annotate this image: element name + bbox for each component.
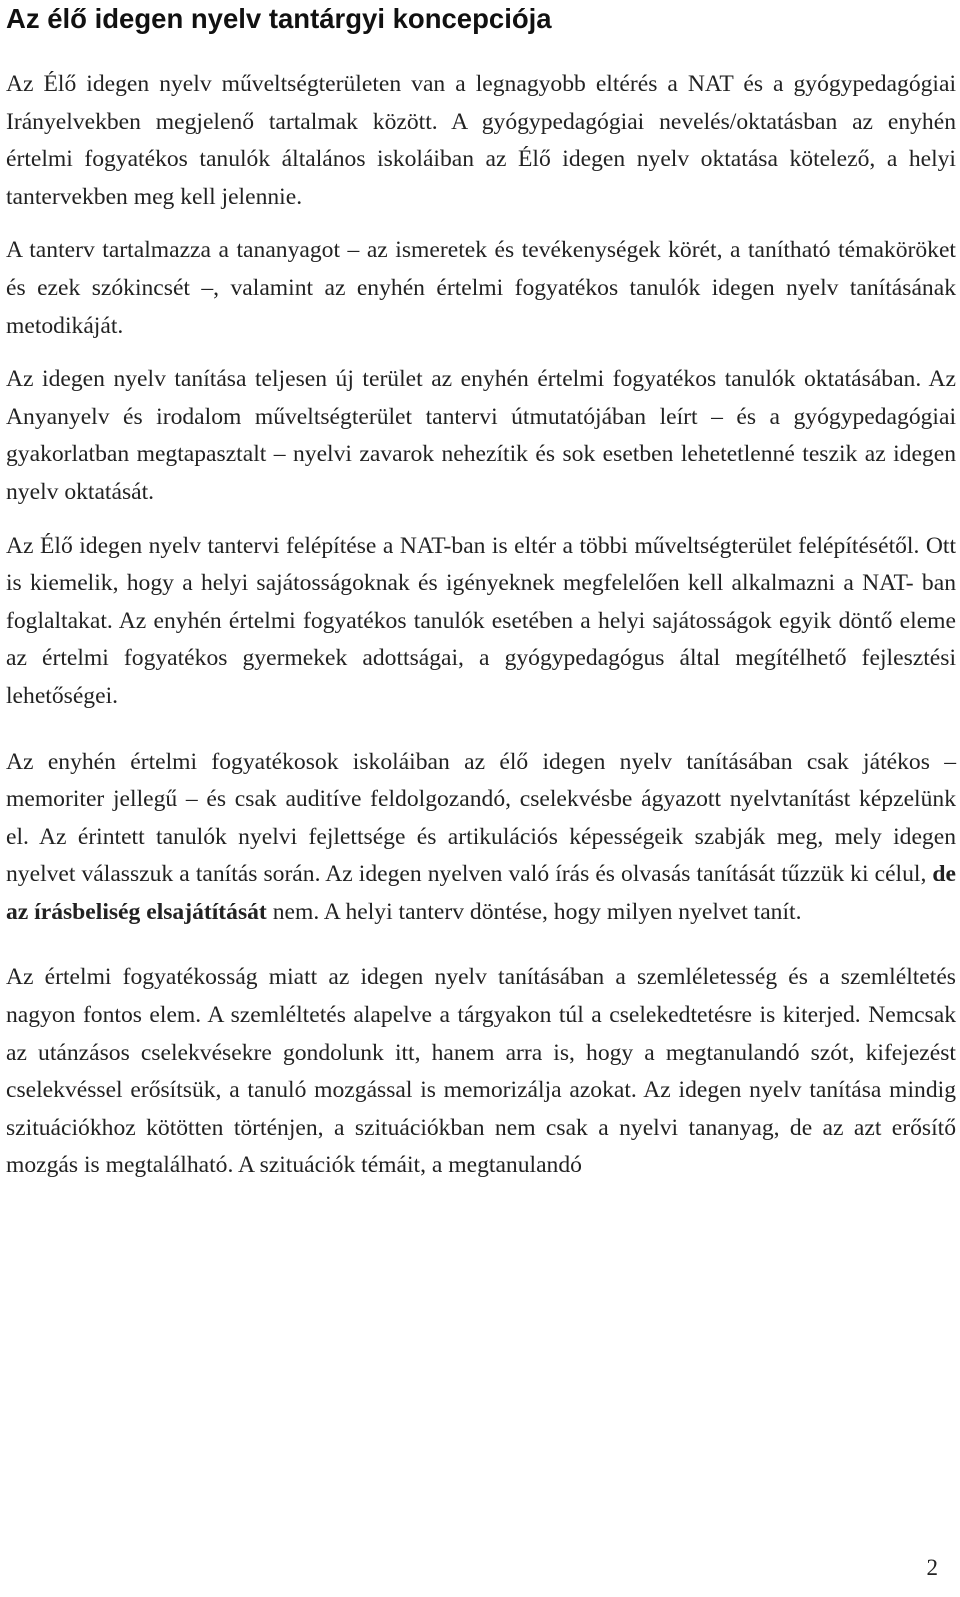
paragraph-3: Az idegen nyelv tanítása teljesen új terület az enyhén értelmi fogyatékos tanulók oktatásában. Az Anyanyelv és irodalom műveltségterület tantervi útmutatójában leírt – és a gyógypedagógiai gyakorlatban megtapasztalt – nyelvi zavarok nehezítik és sok esetben lehetetlenné teszik az idegen nyelv oktatását.: [6, 366, 956, 505]
paragraph-1: Az Élő idegen nyelv műveltségterületen van a legnagyobb eltérés a NAT és a gyógypedagógiai Irányelvekben megjelenő tartalmak között. A gyógypedagógiai nevelés/oktatásban az enyhén értelmi fogyatékos tanulók általános iskoláiban az Élő idegen nyelv oktatása kötelező, a helyi tantervekben meg kell jelennie.: [6, 71, 956, 210]
document-page: [6, 0, 956, 1185]
paragraph-5-bold-text: de az írásbeliség elsajátítását: [6, 861, 956, 925]
paragraph-2: A tanterv tartalmazza a tananyagot – az ismeretek és tevékenységek körét, a tanítható témaköröket és ezek szókincsét –, valamint az enyhén értelmi fogyatékos tanulók idegen nyelv tanításának metodikáját.: [6, 237, 956, 339]
paragraph-5-text-before: Az enyhén értelmi fogyatékosok iskoláiban az élő idegen nyelv tanításában csak játékos – memoriter jellegű – és csak auditíve feldolgozandó, cselekvésbe ágyazott nyelvtanítást képzelünk el. Az érintett tanulók nyelvi fejlettsége és artikulációs képességeik szabják meg, mely idegen nyelvet válasszuk a tanítás során. Az idegen nyelven való írás és olvasás tanítását tűzzük ki célul,: [6, 748, 956, 888]
paragraph-4: Az Élő idegen nyelv tantervi felépítése a NAT-ban is eltér a többi műveltségterület felépítésétől. Ott is kiemelik, hogy a helyi sajátosságoknak és igényeknek megfelelően kell alkalmazni a NAT- ban foglaltakat. Az enyhén értelmi fogyatékos tanulók esetében a helyi sajátosságok egyik döntő eleme az értelmi fogyatékos gyermekek adottságai, a gyógypedagógus által megítélhető fejlesztési lehetőségei.: [6, 532, 956, 709]
paragraph-6: Az értelmi fogyatékosság miatt az idegen nyelv tanításában a szemléletesség és a szemléltetés nagyon fontos elem. A szemléltetés alapelve a tárgyakon túl a cselekedtetésre is kiterjed. Nemcsak az utánzásos cselekvésekre gondolunk itt, hanem arra is, hogy a megtanulandó szót, kifejezést cselekvéssel erősítsük, a tanuló mozgással is memorizálja azokat. Az idegen nyelv tanítása mindig szituációkhoz kötötten történjen, a szituációkban nem csak a nyelvi tananyag, de az azt erősítő mozgás is megtalálható. A szituációk témáit, a megtanulandó: [6, 964, 956, 1179]
page-title: Az élő idegen nyelv tantárgyi koncepciója: [6, 3, 552, 34]
page-number: 2: [926, 1555, 938, 1580]
paragraph-5: [6, 744, 956, 932]
paragraph-5-text-after: nem. A helyi tanterv döntése, hogy milyen nyelvet tanít.: [266, 898, 802, 925]
